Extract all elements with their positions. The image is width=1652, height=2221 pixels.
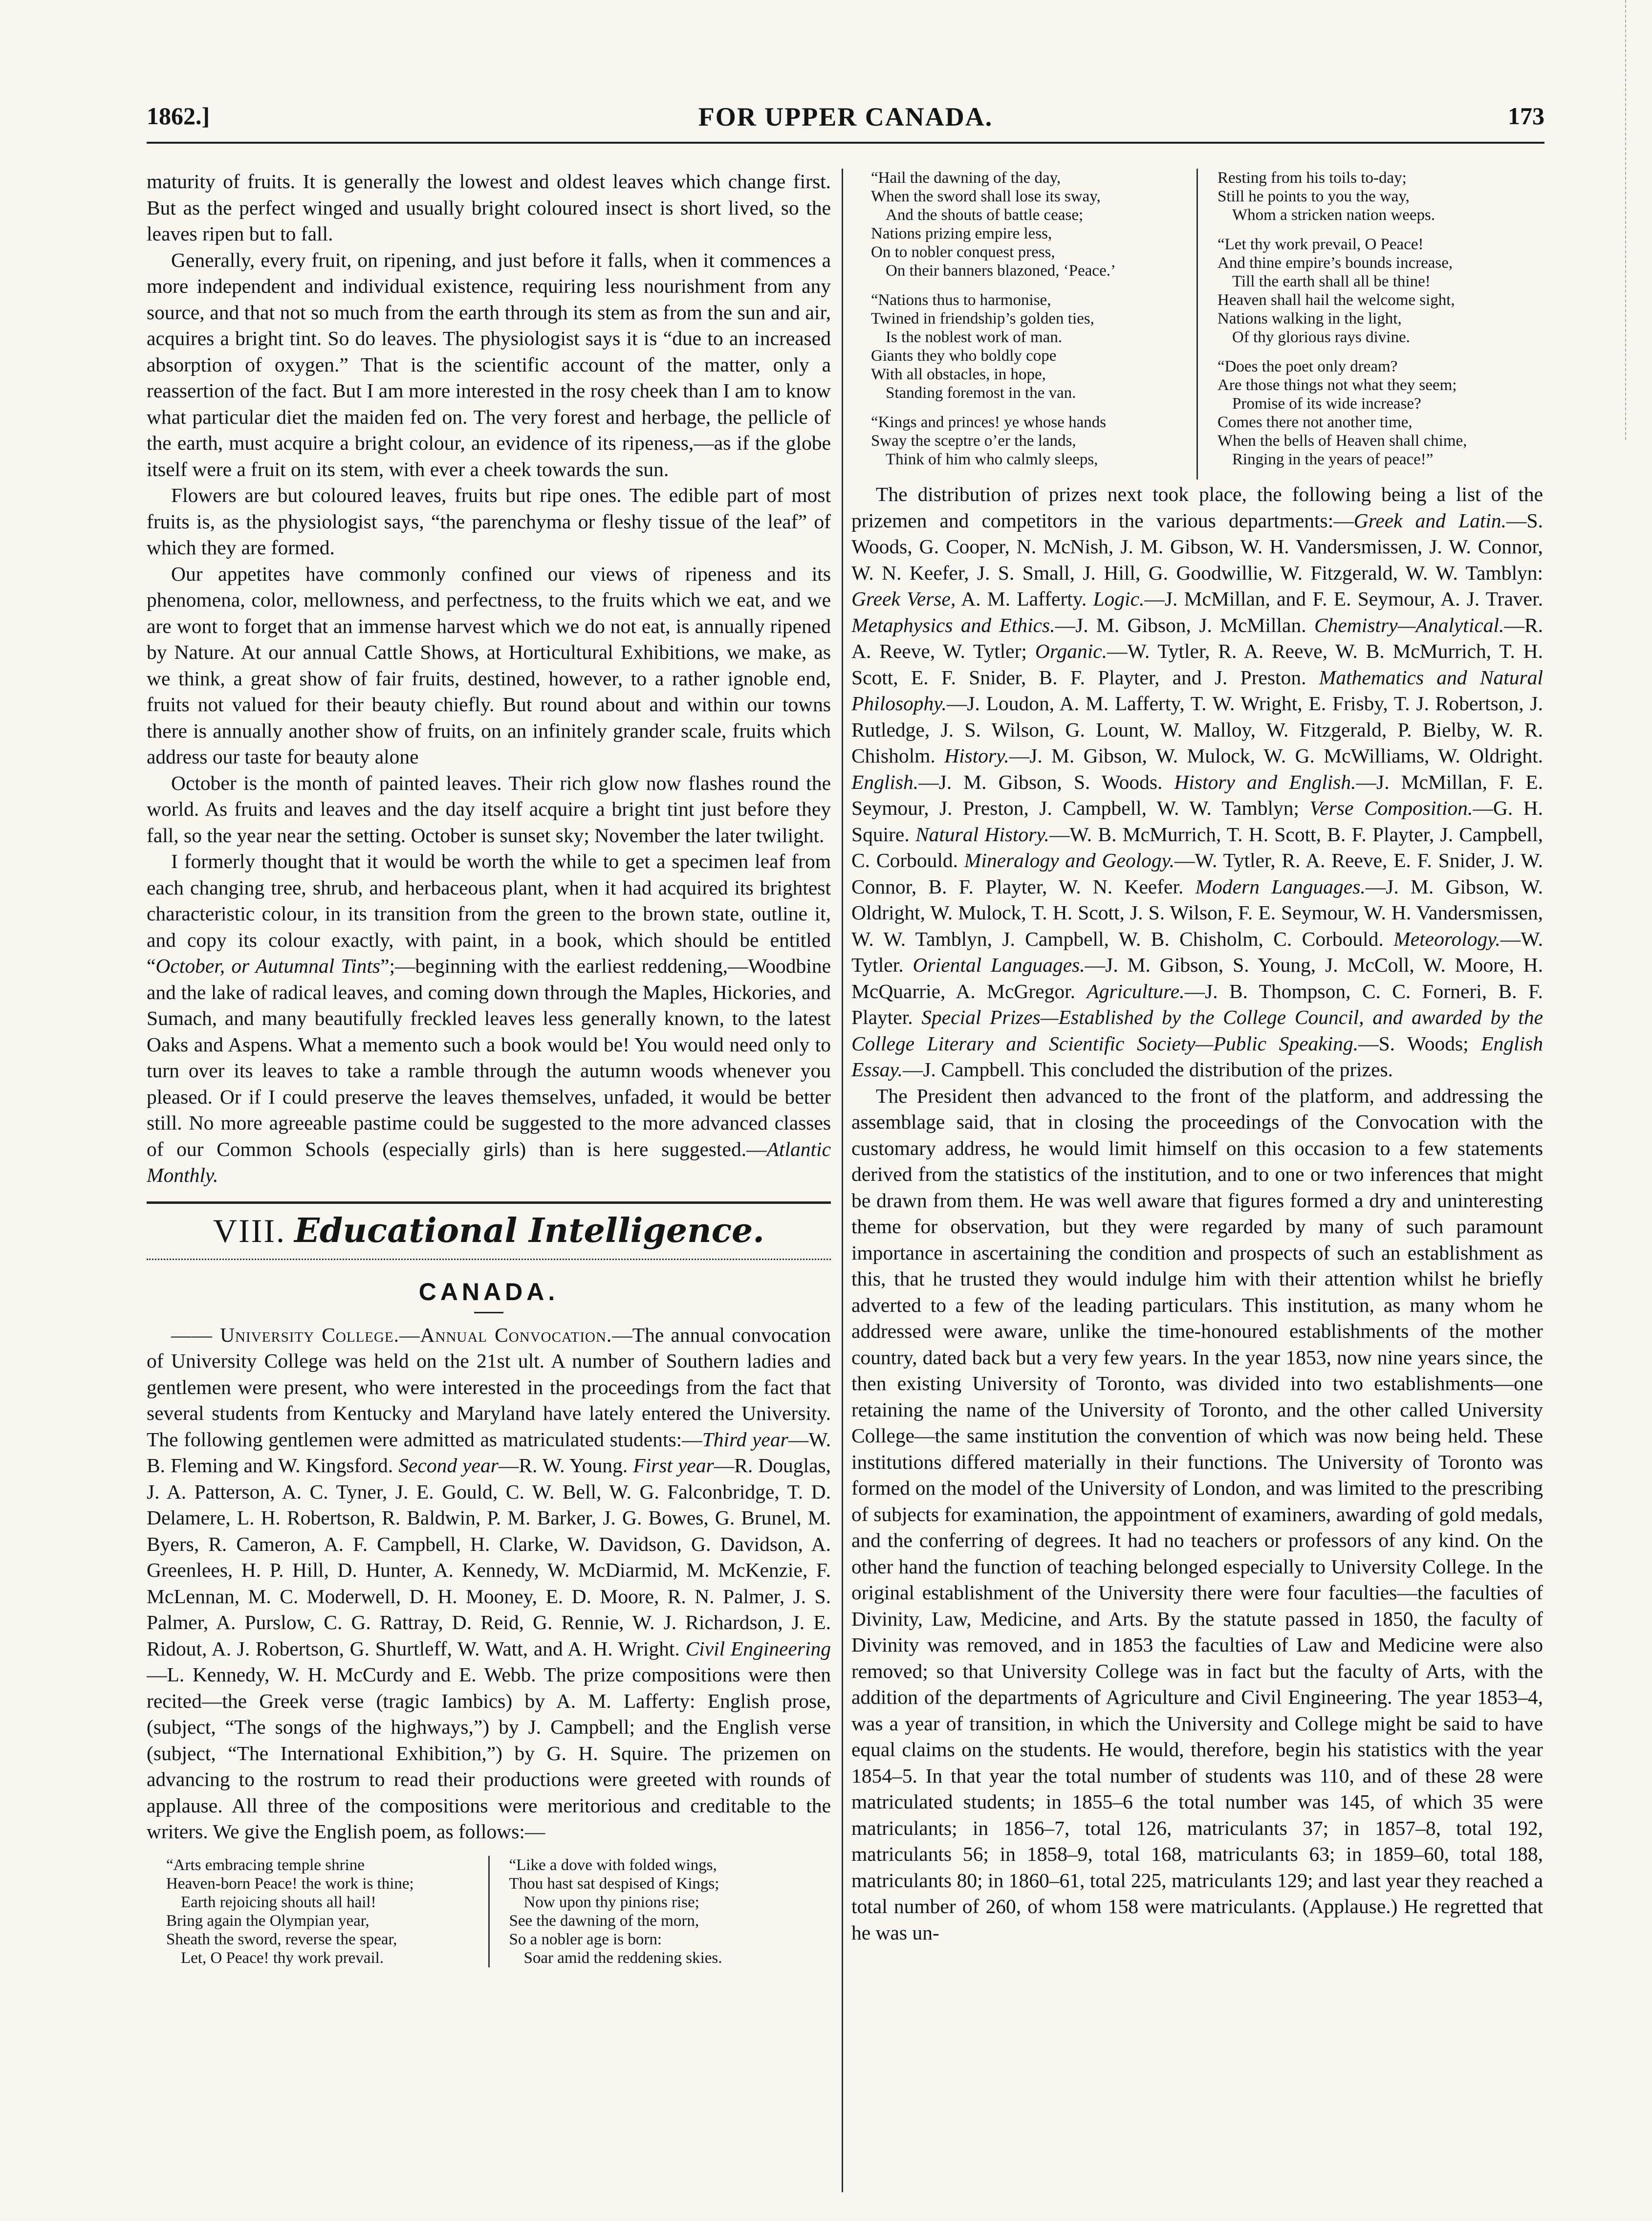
- short-rule: [474, 1312, 503, 1313]
- verse-line: So a nobler age is born:: [509, 1930, 662, 1948]
- paragraph: October is the month of painted leaves. Their rich glow now flashes round the world. As fruits and leaves and the day itself acquire a bright tint just before they fall, so the year near the setting. October is sunset sky; November the later twilight.: [147, 771, 831, 847]
- verse-line: Whom a stricken nation weeps.: [1232, 206, 1435, 224]
- department-label: Mineralogy and Geology.: [964, 849, 1175, 871]
- verse-line: “Hail the dawning of the day,: [871, 169, 1061, 187]
- department-label: History and English.: [1174, 770, 1356, 793]
- paragraph: [147, 1322, 831, 1845]
- department-label: Mathematics and Natural Philosophy.: [851, 666, 1543, 715]
- header-year: 1862.]: [147, 102, 210, 130]
- right-column: [851, 169, 1543, 2197]
- header-title: FOR UPPER CANADA.: [698, 102, 993, 131]
- prize-list-paragraph: [851, 481, 1543, 1083]
- poem-stanza: [871, 169, 1187, 280]
- department-label: Greek Verse,: [851, 588, 956, 610]
- text-run: I formerly thought that it would be worth the while to get a specimen leaf from each changing tree, shrub, and herbaceous plant, when it had acquired its brightest characteristic colour, in its transition from the green to the brown state, outline it, and copy its colour exactly, with paint, in a book, which should be entitled “: [147, 850, 831, 977]
- verse-line: Standing foremost in the van.: [886, 384, 1076, 402]
- department-label: Verse Composition.: [1309, 797, 1473, 819]
- paragraph: maturity of fruits. It is generally the lowest and oldest leaves which change first. But as the perfect winged and usually bright coloured insect is short lived, so the leaves ripen but to fall.: [147, 170, 831, 245]
- text-run: —S. Woods;: [1358, 1032, 1481, 1055]
- department-label: Special Prizes—Established by the College Council, and awarded by the College Literary and Scientific Society—Public Speaking.: [851, 1006, 1543, 1055]
- scan-edge-marks: [1625, 0, 1631, 440]
- department-label: Agriculture.: [1087, 980, 1185, 1002]
- running-header: [147, 102, 1544, 136]
- poem-column: [1196, 169, 1543, 479]
- poem-stanza: [1217, 357, 1533, 469]
- verse-line: Still he points to you the way,: [1217, 188, 1410, 205]
- year-label: First year: [633, 1454, 714, 1477]
- poem-stanza: [871, 291, 1187, 402]
- paragraph: Flowers are but coloured leaves, fruits but ripe ones. The edible part of most fruits is, as the physiologist says, “the parenchyma or fleshy tissue of the leaf” of which they are formed.: [147, 484, 831, 559]
- department-label: Civil Engineering: [685, 1637, 831, 1660]
- left-column: [147, 169, 831, 2197]
- verse-line: Nations prizing empire less,: [871, 225, 1052, 242]
- text-run: —W. B. McMurrich, T. H. Scott, B. F. Playter, J. Campbell, C. Corbould.: [851, 823, 1543, 871]
- department-label: Logic.: [1093, 588, 1145, 610]
- text-run: —J. McMillan, F. E. Seymour, J. Preston, J. Campbell, W. W. Tamblyn;: [851, 770, 1543, 819]
- verse-line: Bring again the Olympian year,: [166, 1912, 370, 1930]
- verse-line: “Does the poet only dream?: [1217, 358, 1398, 375]
- text-run: —G. H. Squire.: [851, 797, 1543, 846]
- verse-line: And thine empire’s bounds increase,: [1217, 254, 1453, 272]
- verse-line: Of thy glorious rays divine.: [1232, 328, 1410, 346]
- verse-line: Let, O Peace! thy work prevail.: [181, 1949, 384, 1967]
- text-run: ”;—beginning with the earliest reddening,—Woodbine and the lake of radical leaves, and coming down through the Maples, Hickories, and Sumach, and many beautifully freckled leaves less generally known, to the latest Oaks and Aspens. What a memento such a book would be! You would need only to turn over its leaves to take a ramble through the autumn woods whenever you pleased. Or if I could preserve the leaves themselves, unfaded, it would be better still. No more agreeable pastime could be suggested to the more advanced classes of our Common Schools (especially girls) than is here suggested.—: [147, 955, 831, 1160]
- verse-line: Nations walking in the light,: [1217, 310, 1402, 327]
- text-run: —J. Campbell. This concluded the distribution of the prizes.: [902, 1058, 1393, 1081]
- text-run: —W. B. Fleming and W. Kingsford.: [147, 1428, 831, 1477]
- verse-line: When the bells of Heaven shall chime,: [1217, 432, 1467, 450]
- year-label: Third year: [702, 1428, 788, 1451]
- text-run: A. M. Lafferty.: [956, 588, 1093, 610]
- header-rule: [147, 142, 1544, 144]
- verse-line: Till the earth shall all be thine!: [1232, 273, 1431, 290]
- department-label: English.: [851, 770, 919, 793]
- poem-stanza: [1217, 235, 1533, 347]
- column-divider: [842, 169, 843, 2192]
- poem-stanza: [871, 413, 1187, 469]
- subsection-heading: CANADA.: [418, 1278, 559, 1306]
- poem-stanza: [147, 1856, 488, 1967]
- department-label: Natural History.: [915, 823, 1049, 846]
- poem-block: [147, 1856, 831, 1967]
- verse-line: Twined in friendship’s golden ties,: [871, 310, 1094, 327]
- department-label: Meteorology.: [1393, 927, 1500, 950]
- department-label: Organic.: [1035, 640, 1108, 662]
- text-run: —J. Loudon, A. M. Lafferty, T. W. Wright, E. Frisby, T. J. Robertson, J. Rutledge, J. S. Wilson, G. Lount, W. Malloy, W. Fitzgerald, P. Bielby, W. R. Chisholm.: [851, 692, 1543, 767]
- verse-line: “Nations thus to harmonise,: [871, 291, 1051, 309]
- section-rule: [147, 1201, 831, 1204]
- book-title: October, or Autumnal Tints: [155, 955, 381, 977]
- text-run: —R. Douglas, J. A. Patterson, A. C. Tyner, J. E. Gould, C. W. Bell, W. G. Falconbridge, T. D. Delamere, L. H. Robertson, R. Baldwin, P. M. Barker, J. G. Bowes, G. Brunel, M. Byers, R. Cameron, A. F. Campbell, H. Clarke, W. Davidson, G. Davidson, A. Greenlees, H. P. Hill, D. Hunter, A. Kennedy, W. McDiarmid, M. McKenzie, F. McLennan, M. C. Moderwell, D. H. Mooney, E. D. Moore, R. N. Palmer, J. S. Palmer, A. Purslow, C. G. Rattray, D. Reid, G. Rennie, W. J. Richardson, J. E. Ridout, A. J. Robertson, G. Shurtleff, W. Watt, and A. H. Wright.: [147, 1454, 831, 1660]
- text-run: —J. M. Gibson, J. McMillan.: [1055, 613, 1314, 636]
- verse-line: Soar amid the reddening skies.: [523, 1949, 722, 1967]
- verse-line: Heaven-born Peace! the work is thine;: [166, 1874, 414, 1893]
- text-run: The distribution of prizes next took place, the following being a list of the prizemen and competitors in the various departments:—: [851, 483, 1543, 532]
- text-run: —J. M. Gibson, S. Woods.: [918, 770, 1174, 793]
- verse-line: On to nobler conquest press,: [871, 243, 1055, 261]
- verse-line: Ringing in the years of peace!”: [1232, 451, 1434, 468]
- verse-line: Resting from his toils to-day;: [1217, 169, 1407, 187]
- text-run: —R. A. Reeve, W. Tytler;: [851, 613, 1543, 662]
- text-run: —J. M. Gibson, W. Mulock, W. G. McWilliams, W. Oldright.: [1009, 744, 1543, 767]
- president-address: The President then advanced to the front of the platform, and addressing the assemblage said, that in closing the proceedings of the Convocation with the customary address, he would limit himself on this occasion to a few statements derived from the statistics of the institution, and to one or two inferences that might be drawn from them. He was well aware that figures formed a dry and uninteresting theme for observation, but they were regarded by many of such paramount importance in ascertaining the condition and prospects of such an establishment as this, that he trusted they would indulge him with their attention whilst he briefly adverted to a few of the leading particulars. This institution, as many whom he addressed were aware, unlike the time-honoured establishments of the mother country, dated back but a very few years. In the year 1853, now nine years since, the then existing University of Toronto, was divided into two establishments—one retaining the name of the University of Toronto, and the other called University College—the same institution the convention of which was now being held. These institutions differed materially in their functions. The University of Toronto was formed on the model of the University of London, and was limited to the prescribing of subjects for examination, the appointment of examiners, awarding of gold medals, and the conferring of degrees. It had no teachers or professors of any kind. On the other hand the function of teaching belonged especially to University College. In the original establishment of the University there were four faculties—the faculties of Divinity, Law, Medicine, and Arts. By the statute passed in 1850, the faculty of Divinity was removed, and in 1853 the faculties of Law and Medicine were also removed; so that University College was in fact but the faculty of Arts, with the addition of the departments of Agriculture and Civil Engineering. The year 1853–4, was a year of transition, in which the University and College might be said to have equal claims on the students. He would, therefore, begin his statistics with the year 1854–5. In that year the total number of students was 110, and of these 28 were matriculated students; in 1855–6 the total number was 145, of which 35 were matriculants; in 1856–7, total 126, matriculants 37; in 1857–8, total 192, matriculants 56; in 1858–9, total 168, matriculants 63; in 1859–60, total 188, matriculants 80; in 1860–61, total 225, matriculants 129; and last year they reached a total number of 260, of whom 158 were matriculants. (Applause.) He regretted that he was un-: [851, 1084, 1543, 1944]
- department-label: Oriental Languages.: [913, 954, 1085, 976]
- verse-line: Think of him who calmly sleeps,: [886, 451, 1098, 468]
- ornamental-rule: [147, 1259, 831, 1260]
- text-run: —R. W. Young.: [498, 1454, 628, 1477]
- text-run: —W. Tytler.: [851, 927, 1543, 976]
- text-run: —S. Woods, G. Cooper, N. McNish, J. M. Gibson, W. H. Vandersmissen, J. W. Connor, W. N. Keefer, J. S. Small, J. Hill, G. Goodwillie, W. Fitzgerald, W. W. Tamblyn:: [851, 509, 1543, 584]
- verse-line: “Like a dove with folded wings,: [509, 1856, 717, 1874]
- poem-stanza: [488, 1856, 831, 1967]
- source-attribution: Atlantic Monthly.: [147, 1137, 831, 1186]
- verse-line: Is the noblest work of man.: [886, 328, 1063, 346]
- text-run: —J. McMillan, and F. E. Seymour, A. J. Traver.: [1144, 588, 1543, 610]
- verse-line: On their banners blazoned, ‘Peace.’: [886, 262, 1116, 280]
- verse-line: Promise of its wide increase?: [1232, 395, 1421, 413]
- section-number: VIII.: [213, 1212, 286, 1249]
- verse-line: “Kings and princes! ye whose hands: [871, 414, 1107, 431]
- section-title: Educational Intelligence.: [294, 1211, 764, 1250]
- department-label: Metaphysics and Ethics.: [851, 613, 1055, 636]
- verse-line: Earth rejoicing shouts all hail!: [181, 1893, 376, 1911]
- text-run: —J. B. Thompson, C. C. Forneri, B. F. Playter.: [851, 980, 1543, 1028]
- verse-line: Comes there not another time,: [1217, 414, 1413, 431]
- verse-line: Sway the sceptre o’er the lands,: [871, 432, 1076, 450]
- text-run: —J. M. Gibson, W. Oldright, W. Mulock, T. H. Scott, J. S. Wilson, F. E. Seymour, W. H. Vandersmissen, W. W. Tamblyn, J. Campbell, W. B. Chisholm, C. Corbould.: [851, 875, 1543, 950]
- verse-line: Thou hast sat despised of Kings;: [509, 1874, 719, 1893]
- page-number: 173: [1508, 102, 1544, 130]
- verse-line: Now upon thy pinions rise;: [523, 1893, 699, 1911]
- poem-block: [851, 169, 1543, 479]
- verse-line: “Let thy work prevail, O Peace!: [1217, 236, 1424, 253]
- verse-line: See the dawning of the morn,: [509, 1912, 699, 1930]
- verse-line: Sheath the sword, reverse the spear,: [166, 1930, 397, 1948]
- verse-line: With all obstacles, in hope,: [871, 366, 1046, 383]
- department-label: English Essay.: [851, 1032, 1543, 1081]
- poem-stanza: [1217, 169, 1533, 224]
- verse-line: Giants they who boldly cope: [871, 347, 1057, 365]
- text-run: —W. Tytler, R. A. Reeve, W. B. McMurrich, T. H. Scott, E. F. Snider, B. F. Playter, and J. Preston.: [851, 640, 1543, 689]
- department-label: Modern Languages.: [1195, 875, 1366, 898]
- text-run: —W. Tytler, R. A. Reeve, E. F. Snider, J. W. Connor, B. F. Playter, W. N. Keefer.: [851, 849, 1543, 898]
- section-heading: [147, 1210, 831, 1252]
- article-lead: —— University College.—Annual Convocation.: [171, 1323, 612, 1346]
- verse-line: “Arts embracing temple shrine: [166, 1856, 365, 1874]
- department-label: Chemistry—Analytical.: [1314, 613, 1504, 636]
- verse-line: When the sword shall lose its sway,: [871, 188, 1101, 205]
- text-run: —The annual convocation of University College was held on the 21st ult. A number of Southern ladies and gentlemen were present, who were interested in the proceedings from the fact that several students from Kentucky and Maryland have lately entered the University. The following gentlemen were admitted as matriculated students:—: [147, 1323, 831, 1451]
- text-run: —J. M. Gibson, S. Young, J. McColl, W. Moore, H. McQuarrie, A. McGregor.: [851, 954, 1543, 1002]
- paragraph: Our appetites have commonly confined our views of ripeness and its phenomena, color, mellowness, and perfectness, to the fruits which we eat, and we are wont to forget that an immense harvest which we do not eat, is annually ripened by Nature. At our annual Cattle Shows, at Horticultural Exhibitions, we make, as we think, a great show of fair fruits, destined, however, to a rather ignoble end, fruits not valued for their beauty chiefly. But round about and within our towns there is annually another show of fruits, on an infinitely grander scale, fruits which address our taste for beauty alone: [147, 562, 831, 768]
- department-label: History.: [944, 744, 1009, 767]
- paragraph: [147, 849, 831, 1189]
- verse-line: Are those things not what they seem;: [1217, 376, 1457, 394]
- verse-line: Heaven shall hail the welcome sight,: [1217, 291, 1455, 309]
- paragraph: Generally, every fruit, on ripening, and just before it falls, when it commences a more independent and individual existence, requiring less nourishment from any source, and that not so much from the earth through its stem as from the sun and air, acquires a bright tint. So do leaves. The physiologist says it is “due to an increased absorption of oxygen.” That is the scientific account of the matter, only a reassertion of the fact. But I am more interested in the rosy cheek than I am to know what particular diet the maiden fed on. The very forest and herbage, the pellicle of the earth, must acquire a bright colour, an evidence of its ripeness,—as if the globe itself were a fruit on its stem, with ever a cheek towards the sun.: [147, 248, 831, 480]
- year-label: Second year: [398, 1454, 499, 1477]
- poem-column: [851, 169, 1196, 479]
- text-run: —L. Kennedy, W. H. McCurdy and E. Webb. The prize compositions were then recited—the Greek verse (tragic Iambics) by A. M. Lafferty: English prose, (subject, “The songs of the highways,”) by J. Campbell; and the English verse (subject, “The International Exhibition,”) by G. H. Squire. The prizemen on advancing to the rostrum to read their productions were greeted with rounds of applause. All three of the compositions were meritorious and creditable to the writers. We give the English poem, as follows:—: [147, 1663, 831, 1843]
- verse-line: And the shouts of battle cease;: [886, 206, 1084, 224]
- department-label: Greek and Latin.: [1353, 509, 1507, 532]
